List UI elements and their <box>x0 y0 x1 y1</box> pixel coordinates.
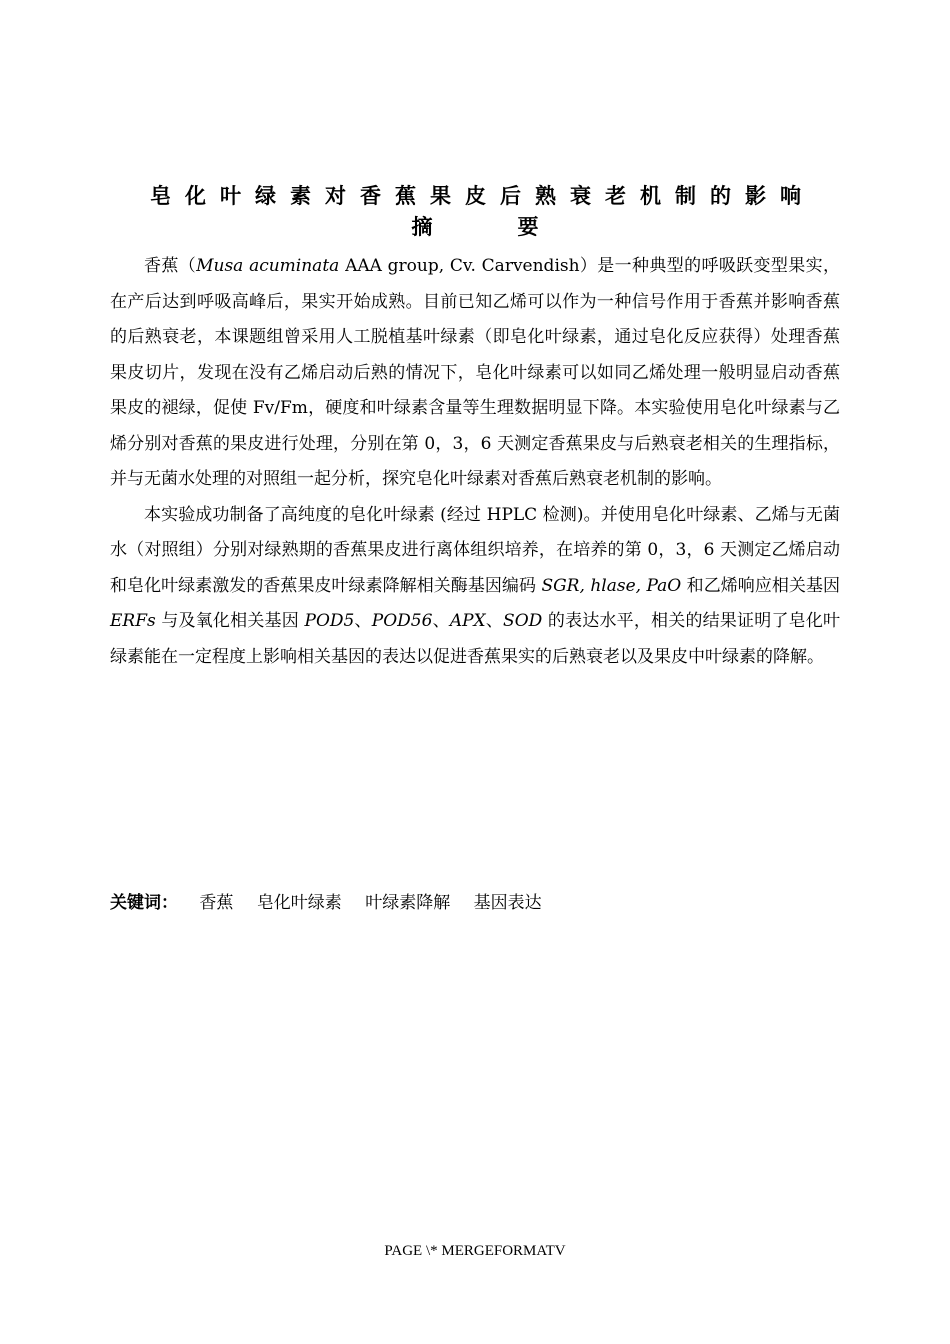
abstract-heading: 摘要 <box>411 215 624 239</box>
italic-term: SGR, hlase, PaO <box>541 575 682 596</box>
keyword-item: 香蕉 <box>199 893 234 913</box>
abstract-paragraph-2 <box>110 498 840 676</box>
keywords-label: 关键词： <box>110 893 178 913</box>
text-run: 的表达水平，相关的结果证明了皂化叶绿素能在一定程度上影响相关基因的表达以促进香蕉果实的后熟衰老以及果皮中叶绿素的降解。 <box>110 611 841 667</box>
italic-term: POD56 <box>371 611 433 631</box>
text-run: 、 <box>432 611 450 631</box>
text-run: 和乙烯响应相关基因 <box>681 575 840 596</box>
italic-term: APX <box>449 611 486 631</box>
document-title-text: 皂化叶绿素对香蕉果皮后熟衰老机制的影响 <box>150 183 815 208</box>
italic-term: SOD <box>503 611 543 631</box>
keywords-line <box>110 886 840 921</box>
clipped-document-title <box>150 180 850 208</box>
keyword-item: 基因表达 <box>473 893 542 913</box>
text-run: 、 <box>354 611 372 631</box>
text-run: 香蕉（ <box>144 256 197 276</box>
italic-term: ERFs <box>110 611 156 631</box>
abstract-body <box>110 249 840 675</box>
abstract-paragraph-1 <box>110 249 840 498</box>
keyword-item: 皂化叶绿素 <box>256 893 342 913</box>
page-footer: PAGE \* MERGEFORMATV <box>384 1243 566 1259</box>
text-run: 与及氧化相关基因 <box>155 611 305 631</box>
italic-term: POD5 <box>304 611 355 631</box>
text-run: 、 <box>485 611 504 631</box>
text-run: AAA group, Cv. Carvendish）是一种典型的呼吸跃变型果实，在产后达到呼吸高峰后，果实开始成熟。目前已知乙烯可以作为一种信号作用于香蕉并影响香蕉的后熟衰老，本课题组曾采用人工脱植基叶绿素（即皂化叶绿素，通过皂化反应获得）处理香蕉果皮切片，发现在没有乙烯启动后熟的情况下，皂化叶绿素可以如同乙烯处理一般明显启动香蕉果皮的褪绿，促使 Fv/Fm，硬度和叶绿素含量等生理数据明显下降。本实验使用皂化叶绿素与乙烯分别对香蕉的果皮进行处理，分别在第 0，3，6 天测定香蕉果皮与后熟衰老相关的生理指标，并与无菌水处理的对照组一起分析，探究皂化叶绿素对香蕉后熟衰老机制的影响。 <box>110 256 840 489</box>
text-run: 本实验成功制备了高纯度的皂化叶绿素 (经过 HPLC 检测)。并使用皂化叶绿素、乙烯与无菌水（对照组）分别对绿熟期的香蕉果皮进行离体组织培养，在培养的第 0，3，6 天测定乙烯启动和皂化叶绿素激发的香蕉果皮叶绿素降解相关酶基因编码 <box>110 504 840 596</box>
italic-term: Musa acuminata <box>196 256 340 276</box>
keyword-item: 叶绿素降解 <box>365 893 451 913</box>
